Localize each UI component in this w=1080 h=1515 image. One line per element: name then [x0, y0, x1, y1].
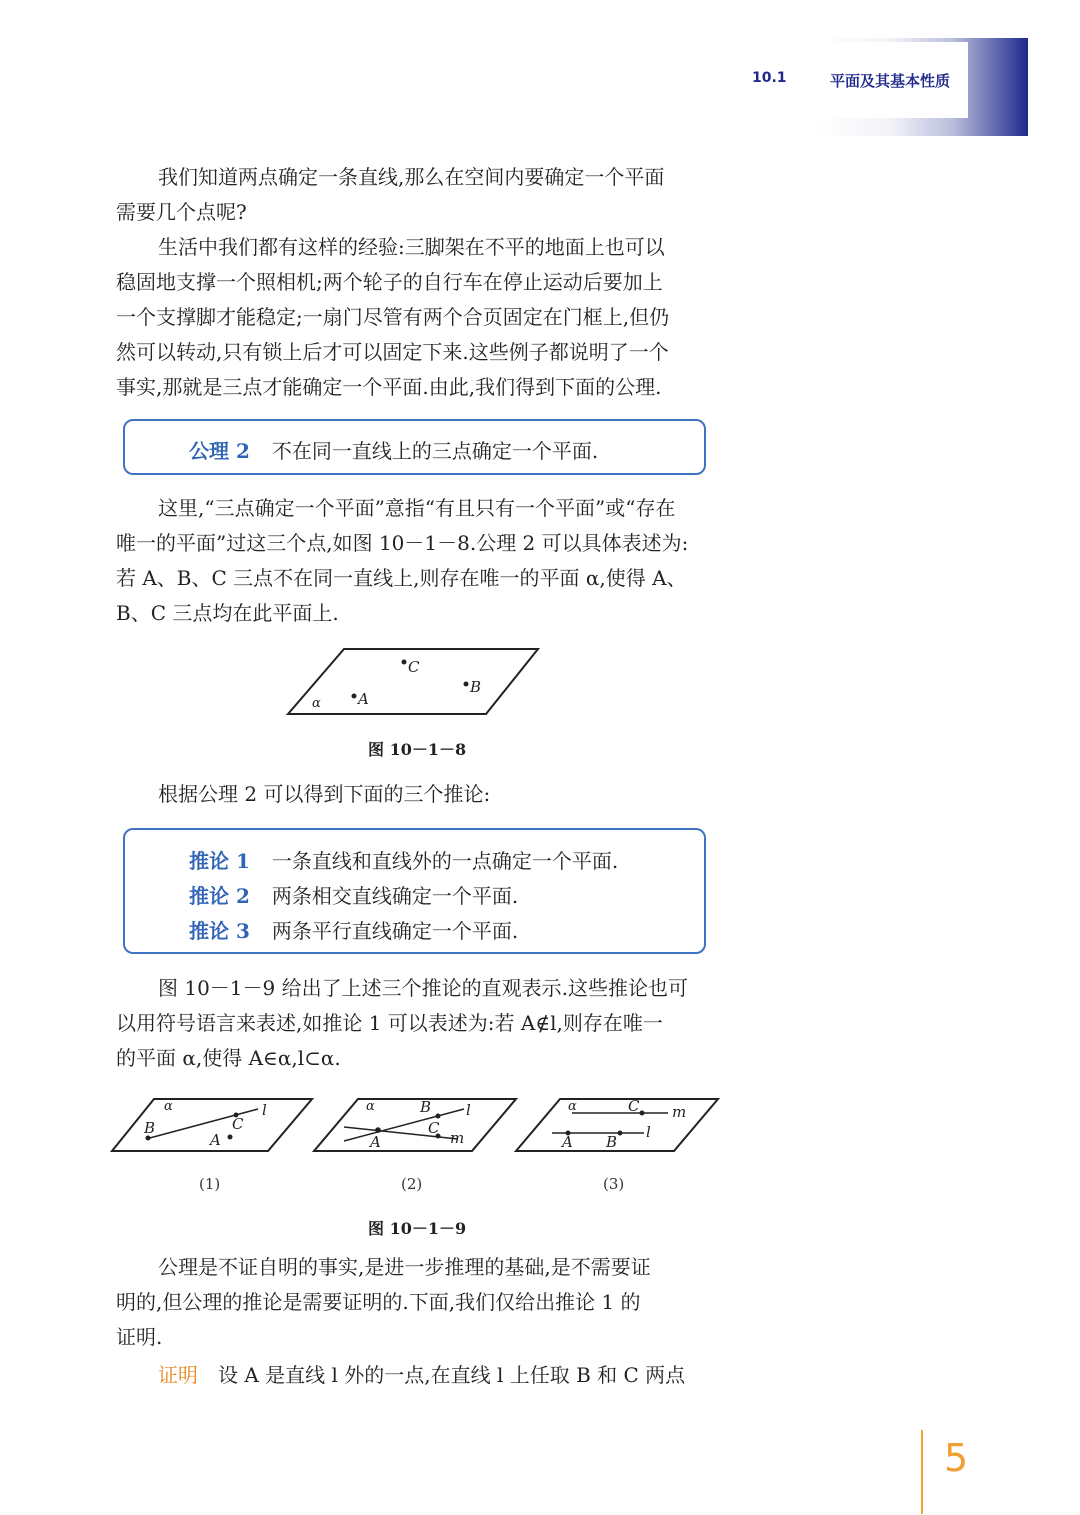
axiom-label: 公理 2 [189, 439, 250, 463]
axiom-row [189, 435, 598, 464]
plane-alpha [314, 1099, 516, 1151]
line-l [344, 1109, 464, 1141]
proof-line [116, 1358, 716, 1393]
text-line: 图 10－1－9 给出了上述三个推论的直观表示.这些推论也可 [158, 976, 688, 1000]
text-line: 然可以转动,只有锁上后才可以固定下来.这些例子都说明了一个 [116, 340, 669, 364]
corollary-label: 推论 2 [189, 884, 250, 908]
corollary-text: 两条相交直线确定一个平面. [271, 884, 519, 908]
label-alpha: α [312, 696, 321, 711]
subfigure-caption: (3) [603, 1175, 625, 1193]
label-a: A [370, 1133, 381, 1151]
corollary-row [189, 845, 618, 874]
label-a: A [562, 1133, 573, 1151]
figure-10-1-9-3 [512, 1095, 722, 1157]
paragraph-intro [116, 160, 716, 230]
page-number: 5 [944, 1436, 969, 1480]
text-line: 我们知道两点确定一条直线,那么在空间内要确定一个平面 [158, 165, 665, 189]
text-line: 若 A、B、C 三点不在同一直线上,则存在唯一的平面 α,使得 A、 [116, 566, 687, 590]
text-line: 稳固地支撑一个照相机;两个轮子的自行车在停止运动后要加上 [116, 270, 663, 294]
text-line: 以用符号语言来表述,如推论 1 可以表述为:若 A∉l,则存在唯一 [116, 1011, 663, 1035]
text-line: 一个支撑脚才能稳定;一扇门尽管有两个合页固定在门框上,但仍 [116, 305, 670, 329]
paragraph-proof-intro [116, 1250, 716, 1355]
label-b: B [144, 1119, 156, 1137]
proof-paragraph [116, 1358, 716, 1393]
corollary-label: 推论 3 [189, 919, 250, 943]
label-alpha: α [164, 1099, 173, 1114]
point-a [228, 1135, 233, 1140]
corollary-text: 两条平行直线确定一个平面. [271, 919, 519, 943]
point-b [464, 682, 469, 687]
text-line: 唯一的平面”过这三个点,如图 10－1－8.公理 2 可以具体表述为: [116, 531, 689, 555]
label-b: B [606, 1133, 618, 1151]
point-c [640, 1111, 645, 1116]
text-line: 明的,但公理的推论是需要证明的.下面,我们仅给出推论 1 的 [116, 1290, 641, 1314]
label-c: C [428, 1119, 440, 1137]
text-line: 证明. [116, 1325, 163, 1349]
figure-10-1-8 [280, 645, 550, 723]
point-a [352, 694, 357, 699]
figure-10-1-9-1 [108, 1095, 318, 1157]
text-line: 事实,那就是三点才能确定一个平面.由此,我们得到下面的公理. [116, 375, 662, 399]
proof-label: 证明 [158, 1363, 198, 1387]
paragraph-symbolic [116, 971, 716, 1076]
figure-caption: 图 10－1－8 [368, 740, 467, 759]
text-line: 需要几个点呢? [116, 200, 247, 224]
paragraph-experience [116, 230, 716, 405]
paragraph-axiom-explanation [116, 491, 716, 631]
text-line: 根据公理 2 可以得到下面的三个推论: [158, 782, 491, 806]
point-b [618, 1131, 623, 1136]
axiom-box [123, 419, 706, 475]
label-l: l [262, 1101, 267, 1119]
point-b [436, 1114, 441, 1119]
label-b: B [470, 678, 482, 696]
label-c: C [408, 658, 420, 676]
corollary-label: 推论 1 [189, 849, 250, 873]
point-c [402, 660, 407, 665]
label-c: C [232, 1115, 244, 1133]
axiom-text: 不在同一直线上的三点确定一个平面. [271, 439, 599, 463]
corollary-text: 一条直线和直线外的一点确定一个平面. [271, 849, 619, 873]
figure-10-1-9-2 [310, 1095, 520, 1157]
section-number: 10.1 [752, 70, 787, 86]
section-title: 平面及其基本性质 [830, 72, 951, 90]
label-b: B [420, 1098, 432, 1116]
corollary-row [189, 880, 518, 909]
point-a [375, 1127, 381, 1133]
label-a: A [210, 1131, 221, 1149]
text-line: B、C 三点均在此平面上. [116, 601, 339, 625]
label-c: C [628, 1097, 640, 1115]
label-m: m [672, 1103, 687, 1121]
paragraph-corollary-intro [116, 777, 716, 812]
text-line: 生活中我们都有这样的经验:三脚架在不平的地面上也可以 [158, 235, 665, 259]
corollaries-box [123, 828, 706, 954]
label-m: m [450, 1129, 465, 1147]
corollary-row [189, 915, 518, 944]
text-line: 这里,“三点确定一个平面”意指“有且只有一个平面”或“存在 [158, 496, 676, 520]
text-line: 公理是不证自明的事实,是进一步推理的基础,是不需要证 [158, 1255, 651, 1279]
page-number-rule [921, 1430, 923, 1514]
label-alpha: α [366, 1099, 375, 1114]
label-alpha: α [568, 1099, 577, 1114]
text-line: 的平面 α,使得 A∈α,l⊂α. [116, 1046, 341, 1070]
figure-caption: 图 10－1－9 [368, 1219, 467, 1238]
label-l: l [466, 1101, 471, 1119]
subfigure-caption: (1) [199, 1175, 221, 1193]
proof-text: 设 A 是直线 l 外的一点,在直线 l 上任取 B 和 C 两点 [218, 1363, 686, 1387]
label-l: l [646, 1123, 651, 1141]
label-a: A [358, 690, 369, 708]
subfigure-caption: (2) [401, 1175, 423, 1193]
